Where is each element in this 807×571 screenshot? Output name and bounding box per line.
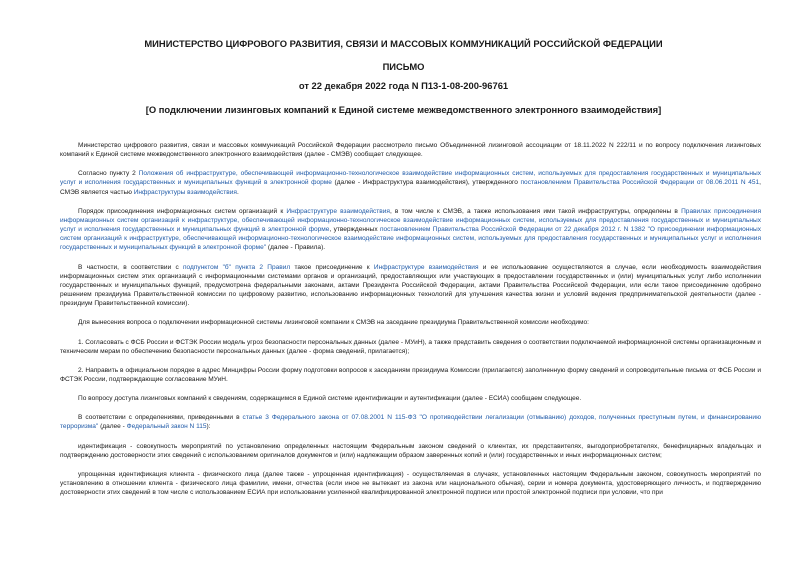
paragraph-8: По вопросу доступа лизинговых компаний к сведениям, содержащимся в Единой системе идентификации и аутентификации (далее - ЕСИА) сообщаем следующее.: [78, 395, 582, 403]
link-interaction-infrastructure[interactable]: Инфраструктуре взаимодействия: [373, 263, 479, 271]
text-run: (далее -: [98, 423, 127, 431]
text-run: Согласно пункту 2: [78, 170, 139, 178]
paragraph-3: [60, 207, 761, 253]
text-run: такое присоединение к: [290, 263, 374, 271]
paragraph-2: [60, 169, 761, 196]
link-infrastructure-regulation[interactable]: Положения об инфраструктуре, обеспечивающей информационно-технологическое взаимодействие информационных систем, используемых для предоставления государственных и муниципальных услуг и исполнения государственных и муниципальных функций в электронной форме: [60, 170, 761, 187]
text-run: (далее - Инфраструктура взаимодействия), утвержденного: [331, 179, 521, 187]
document-type: ПИСЬМО: [382, 61, 425, 72]
text-run: и ее использование осуществляются в случае, если необходимость взаимодействия информационных систем этих организаций с информационными системами органов и организаций, предоставляющих или участвующих в предоставлении государственных и (или) муниципальных услуг либо исполнении государственных и муниципальных функций, предусмотрена федеральными законами, актами Президента Российской Федерации, актами Правительства Российской Федерации, или если такое присоединение одобрено решением президиума Правительственной комиссии по цифровому развитию, использованию информационных технологий для улучшения качества жизни и условий ведения предпринимательской деятельности (далее - президиум Правительственной комиссии).: [60, 263, 762, 308]
text-run: , утвержденных: [329, 226, 380, 234]
document-body: [60, 141, 761, 507]
paragraph-7: 2. Направить в официальном порядке в адрес Минцифры России форму подготовки вопросов к заседаниям президиума Комиссии (прилагается) заполненную форму сведений и сопроводительные письма от ФСБ России и ФСТЭК России, подтверждающие согласование МУиН.: [60, 366, 761, 383]
link-rules-subparagraph-b[interactable]: подпунктом "б" пункта 2 Правил: [183, 263, 291, 271]
paragraph-5: Для вынесения вопроса о подключении информационной системы лизинговой компании к СМЭВ на заседание президиума Правительственной комиссии необходимо:: [78, 319, 590, 327]
paragraph-11: упрощенная идентификация клиента - физического лица (далее также - упрощенная идентификация) - осуществляемая в случаях, установленных настоящим Федеральным законом, совокупность мероприятий по установлению в отношении клиента - физического лица фамилии, имени, отчества (если иное не вытекает из закона или национального обычая), серии и номера документа, удостоверяющего личность, и подтверждению достоверности этих сведений в том числе с использованием ЕСИА при использовании усиленной квалифицированной электронной подписи или простой электронной подписи при условии, что при: [60, 470, 761, 497]
link-connection-rules[interactable]: Правилах присоединения информационных систем организаций к инфраструктуре, обеспечивающей информационно-технологическое взаимодействие информационных систем, используемых для предоставления государственных и муниципальных услуг и исполнения государственных и муниципальных функций в электронной форме: [60, 207, 762, 234]
link-government-decree-1382[interactable]: постановлением Правительства Российской Федерации от 22 декабря 2012 г. N 1382 "О присоединении информационных систем организаций к инфраструктуре, обеспечивающей информационно-технологическое взаимодействие информационных систем, используемых для предоставления государственных и муниципальных услуг и исполнения государственных и муниципальных функций в электронной форме": [60, 226, 762, 252]
paragraph-1: Министерство цифрового развития, связи и массовых коммуникаций Российской Федерации рассмотрело письмо Объединенной лизинговой ассоциации от 18.11.2022 N 222/11 и по вопросу подключения лизинговых компаний к Единой системе межведомственного электронного взаимодействия (далее - СМЭВ) сообщает следующее.: [60, 142, 761, 159]
link-government-decree-451[interactable]: постановлением Правительства Российской Федерации от 08.06.2011 N 451: [520, 179, 760, 187]
document-date-number: от 22 декабря 2022 года N П13-1-08-200-96761: [298, 80, 509, 91]
ministry-title: МИНИСТЕРСТВО ЦИФРОВОГО РАЗВИТИЯ, СВЯЗИ И МАССОВЫХ КОММУНИКАЦИЙ РОССИЙСКОЙ ФЕДЕРАЦИИ: [144, 38, 663, 49]
text-run: В частности, в соответствии с: [78, 263, 184, 271]
text-run: В соответствии с определениями, приведенными в: [78, 414, 243, 422]
text-run: ):: [206, 423, 211, 431]
link-interaction-infrastructure[interactable]: Инфраструктуры взаимодействия: [133, 188, 237, 196]
paragraph-4: [60, 263, 761, 309]
paragraph-10: идентификация - совокупность мероприятий по установлению определенных настоящим Федеральным законом сведений о клиентах, их представителях, выгодоприобретателях, бенефициарных владельцах и подтверждению достоверности этих сведений с использованием оригиналов документов и (или) надлежащим образом заверенных копий и (или) государственных и иных информационных систем;: [60, 442, 761, 459]
paragraph-9: [60, 413, 761, 431]
text-run: .: [236, 188, 239, 196]
link-federal-law-115[interactable]: Федеральный закон N 115: [126, 423, 207, 431]
text-run: (далее - Правила).: [266, 244, 326, 252]
paragraph-6: 1. Согласовать с ФСБ России и ФСТЭК России модель угроз безопасности персональных данных (далее - МУиН), а также представить сведения о соответствии подключаемой информационной системы организационным и техническим мерам по обеспечению безопасности персональных данных (далее - форма сведений, прилагается);: [60, 338, 761, 355]
text-run: , СМЭВ является частью: [60, 179, 761, 196]
text-run: , в том числе к СМЭВ, а также использования ими такой инфраструктуры, определены в: [389, 207, 682, 215]
link-interaction-infrastructure[interactable]: Инфраструктуре взаимодействия: [286, 207, 390, 215]
text-run: Порядок присоединения информационных систем организаций к: [78, 207, 287, 215]
link-federal-law-115-article-3[interactable]: статье 3 Федерального закона от 07.08.2001 N 115-ФЗ "О противодействии легализации (отмыванию) доходов, полученных преступным путем, и финансированию терроризма": [60, 414, 761, 431]
document-subject: [О подключении лизинговых компаний к Единой системе межведомственного электронного взаимодействия]: [145, 104, 662, 115]
